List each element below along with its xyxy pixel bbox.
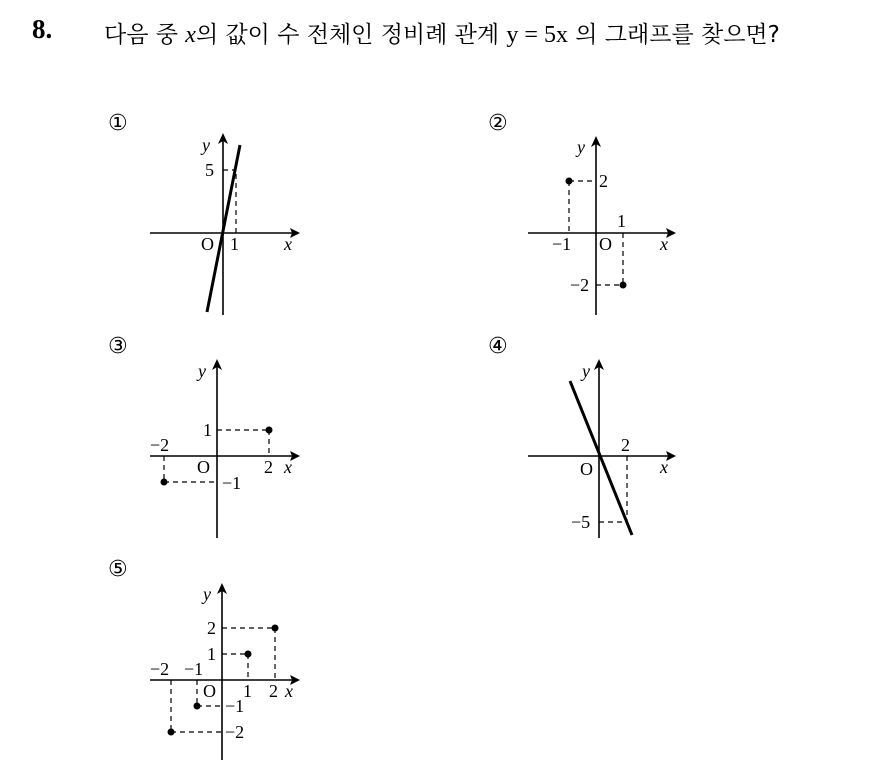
choice-5-tick-y-neg2: −2 [225, 722, 245, 742]
choice-5-x-label: x [285, 681, 293, 701]
choice-3-tick-y-pos: 1 [203, 420, 212, 440]
choice-2-y-label: y [577, 137, 585, 157]
choice-4-y-label: y [582, 361, 590, 381]
choice-3-tick-x-pos: 2 [264, 457, 273, 477]
choice-1-tick-y: 5 [205, 160, 214, 180]
choice-5-origin: O [203, 681, 216, 701]
choice-4-label[interactable]: ④ [488, 334, 508, 359]
choice-2-tick-y-pos: 2 [599, 171, 608, 191]
question-number: 8. [32, 14, 53, 44]
question-equation: y = 5x [506, 22, 568, 48]
choice-3-y-label: y [198, 361, 206, 381]
choice-1-y-label: y [202, 135, 210, 155]
choice-2-tick-x-neg: −1 [552, 234, 572, 254]
choice-5-tick-y-2: 2 [207, 618, 216, 638]
choice-5-tick-y-1: 1 [207, 644, 216, 664]
question-text-after: 의 그래프를 찾으면? [567, 22, 780, 48]
choice-5-point [194, 703, 201, 710]
choice-5-point [272, 625, 279, 632]
choice-1-x-label: x [284, 234, 292, 254]
choice-4-tick-y: −5 [571, 512, 591, 532]
choice-3-x-label: x [284, 457, 292, 477]
choice-3-origin: O [197, 457, 210, 477]
choice-3-tick-x-neg: −2 [150, 435, 170, 455]
choice-2-origin: O [599, 234, 612, 254]
choice-2-tick-x-pos: 1 [617, 211, 626, 231]
question-text-mid: 의 값이 수 전체인 정비례 관계 [195, 22, 507, 48]
choice-4-x-label: x [660, 457, 668, 477]
choice-3-label[interactable]: ③ [108, 334, 128, 359]
choice-5-point [168, 729, 175, 736]
choice-5-tick-x-neg2: −2 [150, 659, 170, 679]
question-variable-x: x [185, 22, 196, 48]
choice-1-tick-x: 1 [230, 234, 239, 254]
choice-1-label[interactable]: ① [108, 111, 128, 136]
choice-5-tick-x-2: 2 [269, 681, 278, 701]
choice-2-label[interactable]: ② [488, 111, 508, 136]
choice-5-y-label: y [203, 584, 211, 604]
choice-2-tick-y-neg: −2 [570, 275, 590, 295]
choice-1-origin: O [201, 234, 214, 254]
choice-5-label[interactable]: ⑤ [108, 557, 128, 582]
question-text-before: 다음 중 [104, 22, 186, 48]
choice-3-tick-y-neg: −1 [222, 473, 242, 493]
choice-5-tick-x-neg1: −1 [184, 659, 204, 679]
choice-4-tick-x: 2 [621, 435, 630, 455]
choice-5-point [245, 651, 252, 658]
choice-5-tick-x-1: 1 [243, 681, 252, 701]
choice-4-origin: O [580, 459, 593, 479]
choice-2-x-label: x [660, 234, 668, 254]
choice-5-tick-y-neg1: −1 [225, 696, 245, 716]
